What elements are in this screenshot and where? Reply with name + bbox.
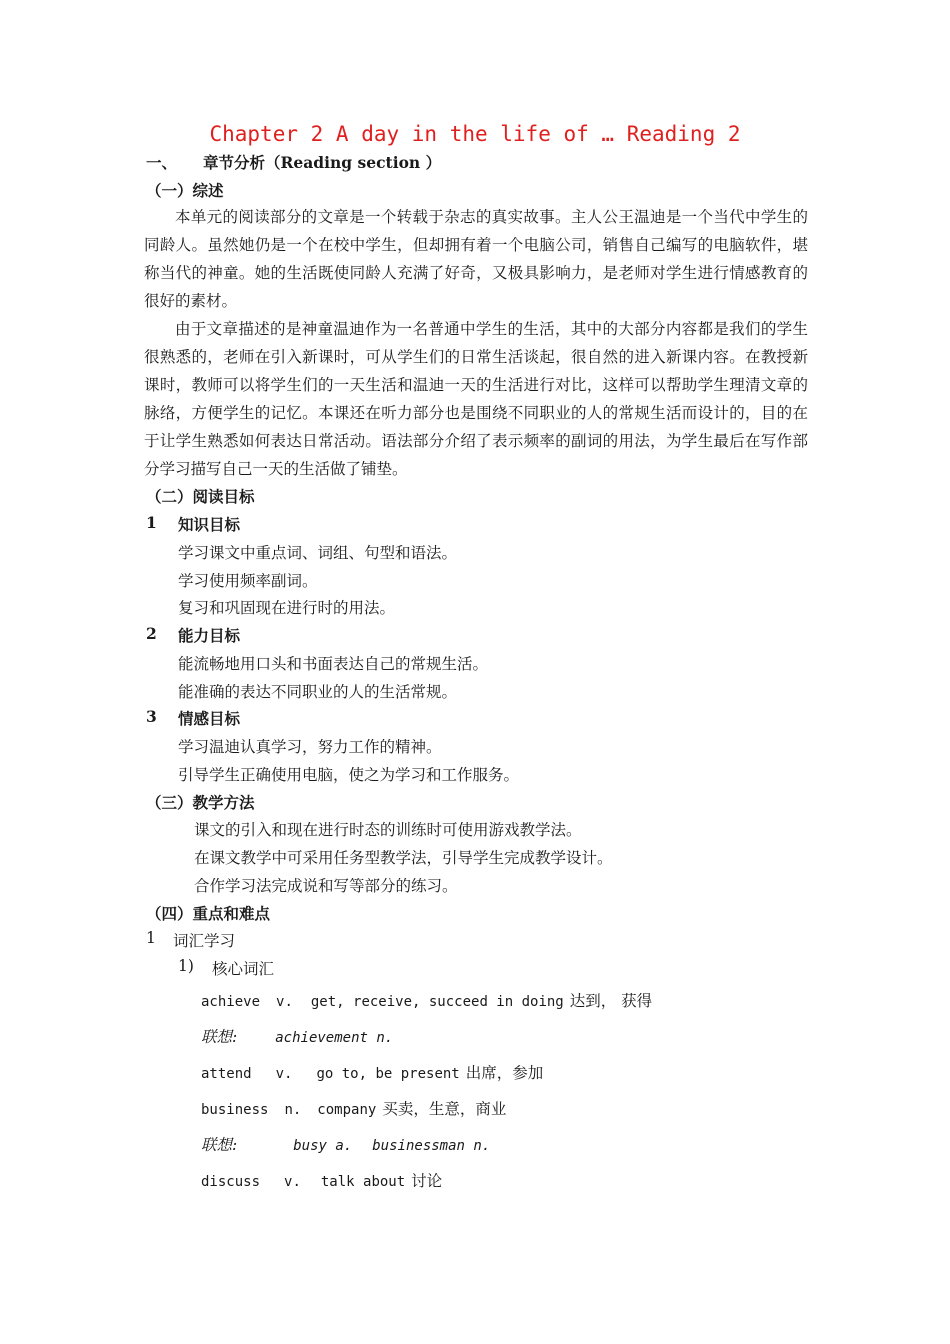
vocab-entry-attend [201,1061,543,1083]
subsection-heading-methods: （三）教学方法 [146,793,255,812]
goal-1-item: 复习和巩固现在进行时的用法。 [178,599,396,617]
vocab-meaning: company [317,1102,377,1118]
vocab-word: achieve [201,994,261,1010]
core-vocab-heading: 核心词汇 [212,960,275,978]
goal-2-item: 能流畅地用口头和书面表达自己的常规生活。 [178,655,489,673]
vocab-pos: v. [275,1066,293,1082]
section-heading: 章节分析（Reading section ） [203,153,442,172]
vocab-number: 1 [146,929,156,947]
goal-3-number: 3 [146,707,157,726]
association-label: 联想: [201,1028,238,1046]
goal-3-item: 学习温迪认真学习，努力工作的精神。 [178,738,442,756]
vocab-word: attend [201,1066,252,1082]
vocab-chinese: 达到， 获得 [569,992,653,1010]
goal-3-item: 引导学生正确使用电脑，使之为学习和工作服务。 [178,766,520,784]
vocab-meaning: get, receive, succeed in doing [310,994,564,1010]
association-label: 联想: [201,1136,238,1154]
association-text: busy a. [293,1138,353,1154]
vocab-entry-achieve [201,989,652,1011]
vocab-word: business [201,1102,269,1118]
association-text: businessman n. [372,1138,491,1154]
vocab-association [201,1133,490,1155]
vocab-meaning: go to, be present [316,1066,460,1082]
subsection-heading-key-points: （四）重点和难点 [146,904,271,923]
vocab-word: discuss [201,1174,261,1190]
goal-2-number: 2 [146,624,157,643]
goal-1-number: 1 [146,513,157,532]
goal-2-heading: 能力目标 [178,626,241,645]
overview-paragraph-1: 本单元的阅读部分的文章是一个转载于杂志的真实故事。主人公王温迪是一个当代中学生的同龄人。虽然她仍是一个在校中学生，但却拥有着一个电脑公司，销售自己编写的电脑软件，堪称当代的神童。她的生活既使同龄人充满了好奇，又极具影响力，是老师对学生进行情感教育的很好的素材。 [144,208,808,310]
goal-1-item: 学习课文中重点词、词组、句型和语法。 [178,544,458,562]
vocab-pos: v. [276,994,293,1010]
method-item: 在课文教学中可采用任务型教学法，引导学生完成教学设计。 [194,849,613,867]
method-item: 课文的引入和现在进行时态的训练时可使用游戏教学法。 [194,821,582,839]
vocab-pos: v. [284,1174,301,1190]
vocab-chinese: 买卖，生意，商业 [382,1100,507,1118]
section-number: 一、 [146,153,178,172]
core-vocab-number: 1) [178,957,194,975]
vocab-heading: 词汇学习 [173,932,236,950]
vocab-entry-discuss [201,1169,442,1191]
goal-1-heading: 知识目标 [178,515,241,534]
document-title: Chapter 2 A day in the life of … Reading 2 [209,122,741,146]
goal-2-item: 能准确的表达不同职业的人的生活常规。 [178,683,458,701]
goal-3-heading: 情感目标 [178,709,241,728]
vocab-chinese: 讨论 [411,1172,443,1190]
vocab-pos: n. [284,1102,302,1118]
vocab-meaning: talk about [320,1174,406,1190]
vocab-entry-business [201,1097,506,1119]
vocab-association [201,1025,393,1047]
goal-1-item: 学习使用频率副词。 [178,572,318,590]
method-item: 合作学习法完成说和写等部分的练习。 [194,877,458,895]
association-text: achievement n. [275,1030,394,1046]
overview-paragraph-2: 由于文章描述的是神童温迪作为一名普通中学生的生活，其中的大部分内容都是我们的学生很熟悉的，老师在引入新课时，可从学生们的日常生活谈起，很自然的进入新课内容。在教授新课时，教师可以将学生们的一天生活和温迪一天的生活进行对比，这样可以帮助学生理清文章的脉络，方便学生的记忆。本课还在听力部分也是围绕不同职业的人的常规生活而设计的，目的在于让学生熟悉如何表达日常活动。语法部分介绍了表示频率的副词的用法，为学生最后在写作部分学习描写自己一天的生活做了铺垫。 [144,320,808,478]
subsection-heading-goals: （二）阅读目标 [146,487,255,506]
vocab-chinese: 出席，参加 [465,1064,544,1082]
subsection-heading-overview: （一）综述 [146,181,224,200]
